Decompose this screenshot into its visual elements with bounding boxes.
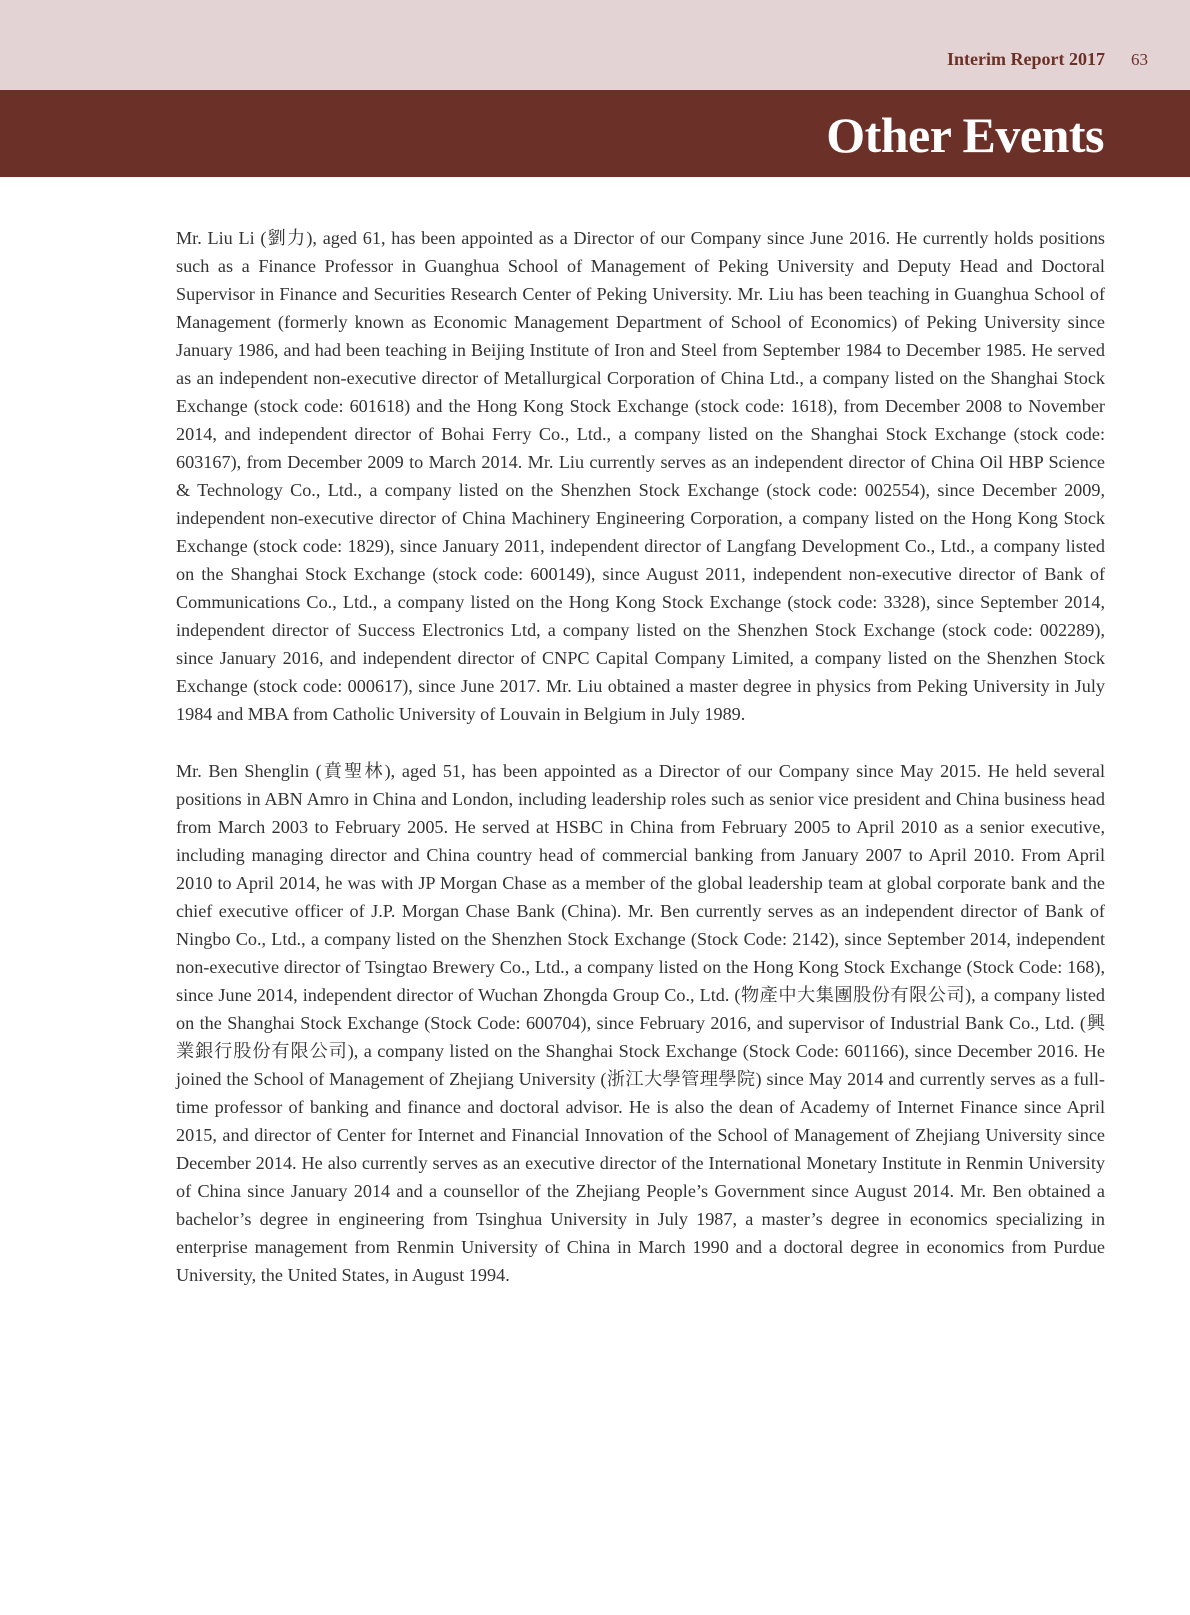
page-number: 63: [1131, 50, 1148, 69]
director-bio-ben-shenglin: Mr. Ben Shenglin (賁聖林), aged 51, has been appointed as a Director of our Company since May 2015. He held several positions in ABN Amro in China and London, including leadership roles such as senior vice president and China business head from March 2003 to February 2005. He served at HSBC in China from February 2005 to April 2010 as a senior executive, including managing director and China country head of commercial banking from January 2007 to April 2010. From April 2010 to April 2014, he was with JP Morgan Chase as a member of the global leadership team at global corporate bank and the chief executive officer of J.P. Morgan Chase Bank (China). Mr. Ben currently serves as an independent director of Bank of Ningbo Co., Ltd., a company listed on the Shenzhen Stock Exchange (Stock Code: 2142), since September 2014, independent non-executive director of Tsingtao Brewery Co., Ltd., a company listed on the Hong Kong Stock Exchange (Stock Code: 168), since June 2014, independent director of Wuchan Zhongda Group Co., Ltd. (物產中大集團股份有限公司), a company listed on the Shanghai Stock Exchange (Stock Code: 600704), since February 2016, and supervisor of Industrial Bank Co., Ltd. (興業銀行股份有限公司), a company listed on the Shanghai Stock Exchange (Stock Code: 601166), since December 2016. He joined the School of Management of Zhejiang University (浙江大學管理學院) since May 2014 and currently serves as a full-time professor of banking and finance and doctoral advisor. He is also the dean of Academy of Internet Finance since April 2015, and director of Center for Internet and Financial Innovation of the School of Management of Zhejiang University since December 2014. He also currently serves as an executive director of the International Monetary Institute in Renmin University of China since January 2014 and a counsellor of the Zhejiang People’s Government since August 2014. Mr. Ben obtained a bachelor’s degree in engineering from Tsinghua University in July 1987, a master’s degree in economics specializing in enterprise management from Renmin University of China in March 1990 and a doctoral degree in economics from Purdue University, the United States, in August 1994.: [176, 761, 1105, 1285]
director-bio-liu-li: Mr. Liu Li (劉力), aged 61, has been appointed as a Director of our Company since June 2016. He currently holds positions such as a Finance Professor in Guanghua School of Management of Peking University and Deputy Head and Doctoral Supervisor in Finance and Securities Research Center of Peking University. Mr. Liu has been teaching in Guanghua School of Management (formerly known as Economic Management Department of School of Economics) of Peking University since January 1986, and had been teaching in Beijing Institute of Iron and Steel from September 1984 to December 1985. He served as an independent non-executive director of Metallurgical Corporation of China Ltd., a company listed on the Shanghai Stock Exchange (stock code: 601618) and the Hong Kong Stock Exchange (stock code: 1618), from December 2008 to November 2014, and independent director of Bohai Ferry Co., Ltd., a company listed on the Shanghai Stock Exchange (stock code: 603167), from December 2009 to March 2014. Mr. Liu currently serves as an independent director of China Oil HBP Science & Technology Co., Ltd., a company listed on the Shenzhen Stock Exchange (stock code: 002554), since December 2009, independent non-executive director of China Machinery Engineering Corporation, a company listed on the Hong Kong Stock Exchange (stock code: 1829), since January 2011, independent director of Langfang Development Co., Ltd., a company listed on the Shanghai Stock Exchange (stock code: 600149), since August 2011, independent non-executive director of Bank of Communications Co., Ltd., a company listed on the Hong Kong Stock Exchange (stock code: 3328), since September 2014, independent director of Success Electronics Ltd, a company listed on the Shenzhen Stock Exchange (stock code: 002289), since January 2016, and independent director of CNPC Capital Company Limited, a company listed on the Shenzhen Stock Exchange (stock code: 000617), since June 2017. Mr. Liu obtained a master degree in physics from Peking University in July 1984 and MBA from Catholic University of Louvain in Belgium in July 1989.: [176, 228, 1105, 724]
main-content: [176, 224, 1105, 1289]
report-title: Interim Report 2017: [947, 49, 1105, 69]
header-band: [0, 0, 1190, 90]
page-title: Other Events: [826, 107, 1104, 163]
running-header: [947, 50, 1148, 68]
